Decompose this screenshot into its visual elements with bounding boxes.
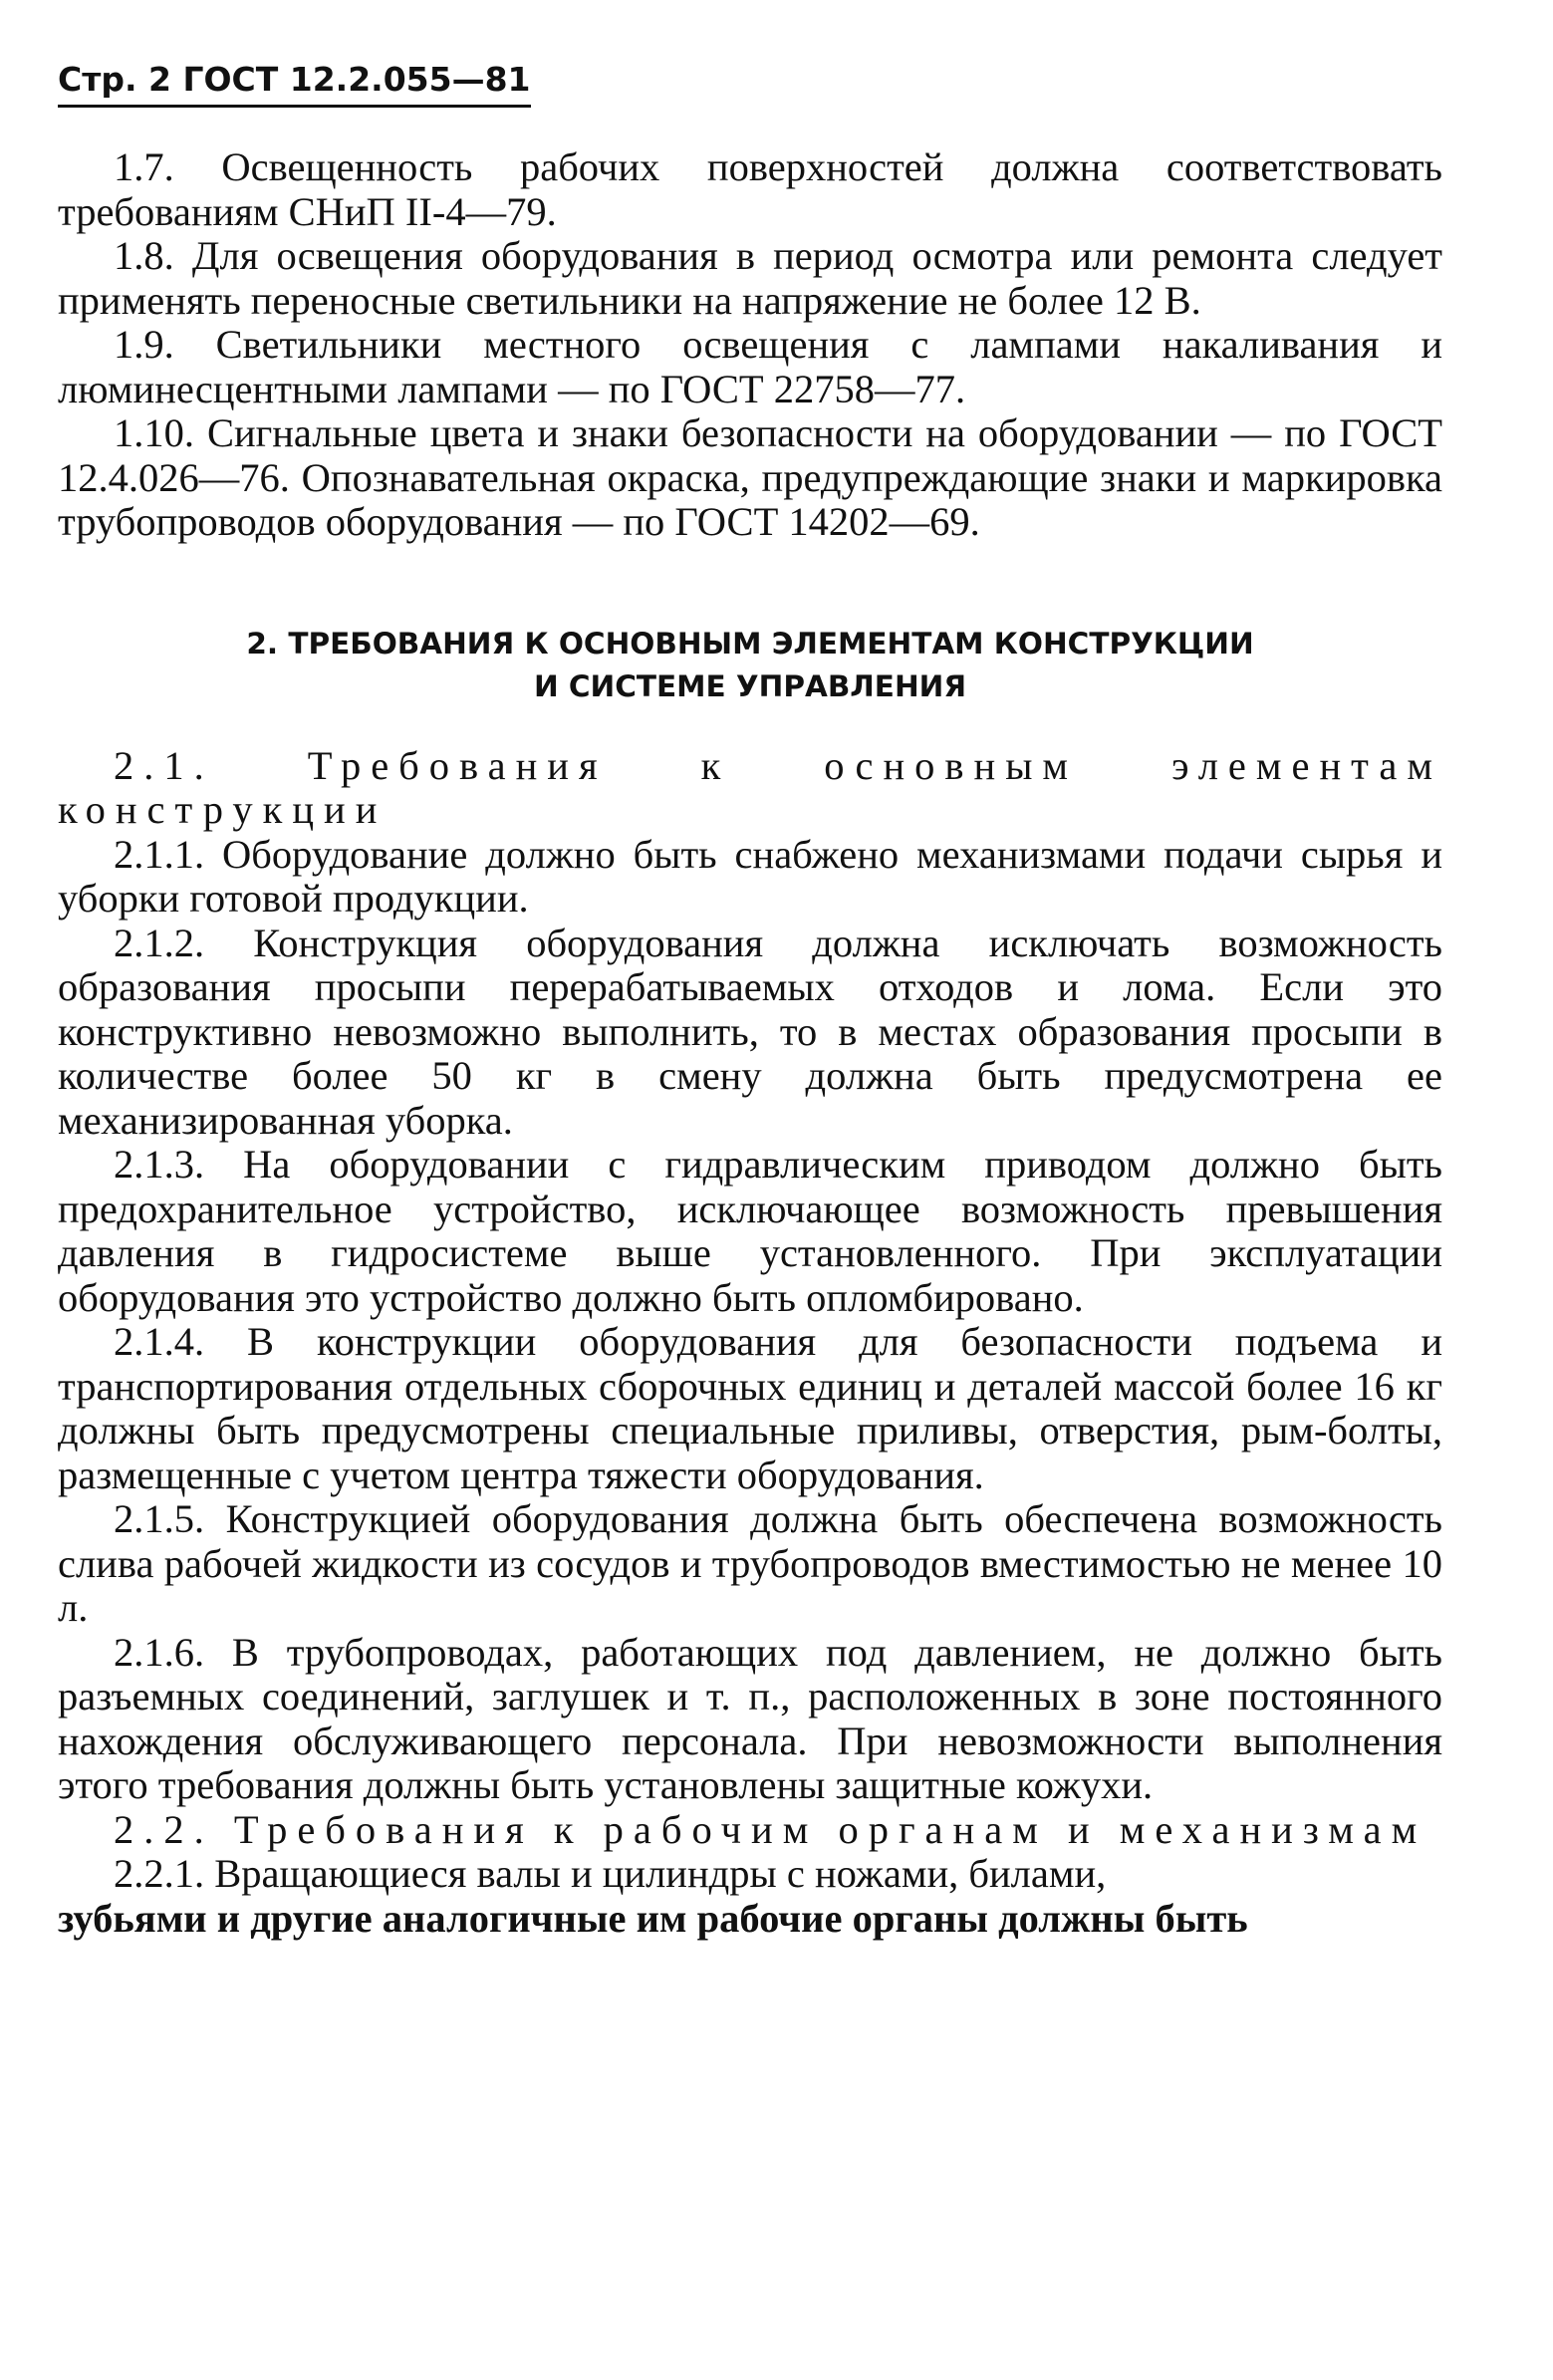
paragraph-2-1-6: 2.1.6. В трубопроводах, работающих под давлением, не должно быть разъемных соединений, заглушек и т. п., расположенных в зоне постоянного нахождения обслуживающего персонала. При невозможности выполнения этого требования должны быть установлены защитные кожухи. [58, 1629, 1442, 1807]
section-2-title [58, 623, 1442, 708]
section-title-line-1: 2. ТРЕБОВАНИЯ К ОСНОВНЫМ ЭЛЕМЕНТАМ КОНСТРУКЦИИ [246, 626, 1254, 661]
paragraph-2-1-1: 2.1.1. Оборудование должно быть снабжено механизмами подачи сырья и уборки готовой продукции. [58, 831, 1442, 921]
subsection-2-2-heading: 2.2. Требования к рабочим органам и механизмам [114, 1806, 1427, 1852]
paragraph-1-8: 1.8. Для освещения оборудования в период осмотра или ремонта следует применять переносные светильники на напряжение не более 12 В. [58, 233, 1442, 323]
section-title-line-2: И СИСТЕМЕ УПРАВЛЕНИЯ [533, 668, 967, 703]
paragraph-1-9: 1.9. Светильники местного освещения с лампами накаливания и люминесцентными лампами — по ГОСТ 22758—77. [58, 322, 1442, 411]
paragraph-2-1-2: 2.1.2. Конструкция оборудования должна исключать возможность образования просыпи перерабатываемых отходов и лома. Если это конструктивно невозможно выполнить, то в местах образования просыпи в количестве более 50 кг в смену должна быть предусмотрена ее механизированная уборка. [58, 920, 1442, 1143]
section-2-body [58, 744, 1442, 1942]
paragraph-2-1-3: 2.1.3. На оборудовании с гидравлическим приводом должно быть предохранительное устройство, исключающее возможность превышения давления в гидросистеме выше установленного. При эксплуатации оборудования это устройство должно быть опломбировано. [58, 1142, 1442, 1320]
subsection-2-1-heading: 2.1. Требования к основным элементам конструкции [58, 742, 1442, 832]
paragraph-1-10: 1.10. Сигнальные цвета и знаки безопасности на оборудовании — по ГОСТ 12.4.026—76. Опознавательная окраска, предупреждающие знаки и маркировка трубопроводов оборудования — по ГОСТ 14202—69. [58, 410, 1442, 544]
paragraph-2-2-1-continued: зубьями и другие аналогичные им рабочие органы должны быть [58, 1895, 1248, 1941]
body-text [58, 145, 1442, 545]
running-header: Стр. 2 ГОСТ 12.2.055—81 [58, 60, 531, 108]
paragraph-2-1-4: 2.1.4. В конструкции оборудования для безопасности подъема и транспортирования отдельных сборочных единиц и деталей массой более 16 кг должны быть предусмотрены специальные приливы, отверстия, рым-болты, размещенные с учетом центра тяжести оборудования. [58, 1319, 1442, 1497]
paragraph-2-1-5: 2.1.5. Конструкцией оборудования должна быть обеспечена возможность слива рабочей жидкости из сосудов и трубопроводов вместимостью не менее 10 л. [58, 1496, 1442, 1630]
document-page [58, 60, 1442, 1941]
paragraph-2-2-1-start: 2.2.1. Вращающиеся валы и цилиндры с ножами, билами, [114, 1851, 1107, 1896]
paragraph-1-7: 1.7. Освещенность рабочих поверхностей должна соответствовать требованиям СНиП II-4—79. [58, 144, 1442, 234]
